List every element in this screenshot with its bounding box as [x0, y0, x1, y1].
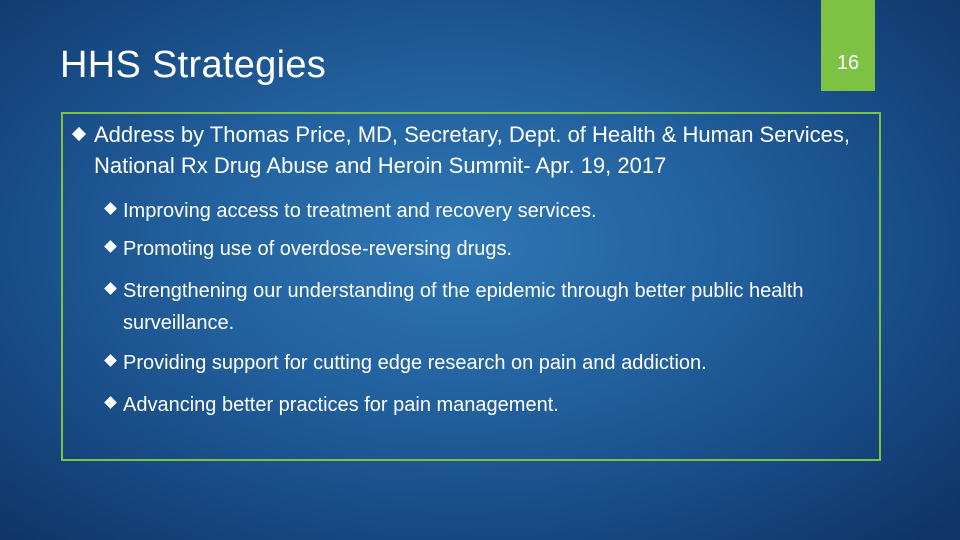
bullet-address [72, 119, 872, 181]
diamond-bullet-icon [104, 202, 117, 215]
sub-bullet-advancing [103, 389, 843, 421]
diamond-bullet-icon [104, 282, 117, 295]
sub-bullet-text: Promoting use of overdose-reversing drugs. [123, 238, 513, 260]
sub-bullet-text: Advancing better practices for pain management. [123, 394, 559, 416]
page-number: 16 [836, 52, 860, 74]
sub-bullet-improving [103, 195, 843, 227]
diamond-bullet-icon [104, 240, 117, 253]
sub-bullet-promoting [103, 233, 843, 265]
sub-bullet-text: Strengthening our understanding of the epidemic through better public health surveillance. [123, 280, 804, 334]
diamond-bullet-icon [104, 354, 117, 367]
page-number-tab [821, 0, 875, 91]
slide-title: HHS Strategies [60, 44, 327, 86]
bullet-text: Address by Thomas Price, MD, Secretary, Dept. of Health & Human Services, National Rx Drug Abuse and Heroin Summit- Apr. 19, 2017 [94, 122, 851, 178]
sub-bullet-providing [103, 347, 843, 379]
sub-bullet-text: Providing support for cutting edge research on pain and addiction. [123, 352, 707, 374]
sub-bullet-text: Improving access to treatment and recovery services. [123, 200, 597, 222]
diamond-bullet-icon [104, 396, 117, 409]
sub-bullet-strengthening [103, 275, 843, 339]
